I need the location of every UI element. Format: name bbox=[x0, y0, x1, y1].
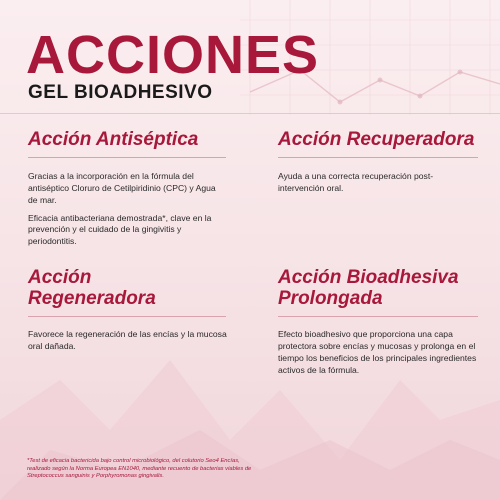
section-bioadhesiva-title bbox=[278, 267, 459, 310]
section-bioadhesiva-title-line1: Acción Bioadhesiva bbox=[278, 267, 459, 288]
section-regeneradora-paragraph-1: Favorece la regeneración de las encías y la mucosa oral dañada. bbox=[28, 329, 227, 351]
section-recuperadora-paragraph-1: Ayuda a una correcta recuperación post-intervención oral. bbox=[278, 171, 434, 193]
section-antiseptica-rule bbox=[28, 157, 226, 158]
section-bioadhesiva-paragraph-1: Efecto bioadhesivo que proporciona una capa protectora sobre encías y mucosas y prolonga en el tiempo los beneficios de los principales ingredientes activos de la fórmula. bbox=[278, 329, 477, 375]
section-antiseptica-text bbox=[28, 171, 226, 254]
section-recuperadora-text bbox=[278, 171, 468, 201]
section-recuperadora-title: Acción Recuperadora bbox=[278, 129, 475, 150]
section-antiseptica-paragraph-1: Gracias a la incorporación en la fórmula del antiséptico Cloruro de Cetilpiridinio (CPC) y Agua de mar. bbox=[28, 171, 216, 205]
section-regeneradora-title bbox=[28, 267, 156, 310]
header-divider bbox=[0, 113, 500, 114]
footnote: *Test de eficacia bactericida bajo control microbiológico, del colutorio Seo4 Encías, realizado según la Norma Europea EN1040, mediante recuento de bacterias viables de Streptococcus sanguinis y Porphyromonas gingivalis. bbox=[27, 458, 252, 480]
section-bioadhesiva-title-line2: Prolongada bbox=[278, 288, 383, 310]
page-title: ACCIONES bbox=[26, 25, 320, 85]
section-regeneradora-title-line2: Regeneradora bbox=[28, 288, 156, 310]
section-antiseptica-paragraph-2: Eficacia antibacteriana demostrada*, clave en la prevención y el cuidado de la gingivitis y periodontitis. bbox=[28, 212, 212, 247]
section-bioadhesiva-rule bbox=[278, 316, 478, 317]
section-regeneradora-title-line1: Acción bbox=[28, 267, 92, 288]
section-regeneradora-rule bbox=[28, 316, 226, 317]
section-bioadhesiva-text bbox=[278, 329, 478, 382]
section-regeneradora-text bbox=[28, 329, 233, 359]
section-recuperadora-rule bbox=[278, 157, 478, 158]
section-antiseptica-title: Acción Antiséptica bbox=[28, 129, 199, 150]
page-subtitle: GEL BIOADHESIVO bbox=[28, 82, 213, 103]
